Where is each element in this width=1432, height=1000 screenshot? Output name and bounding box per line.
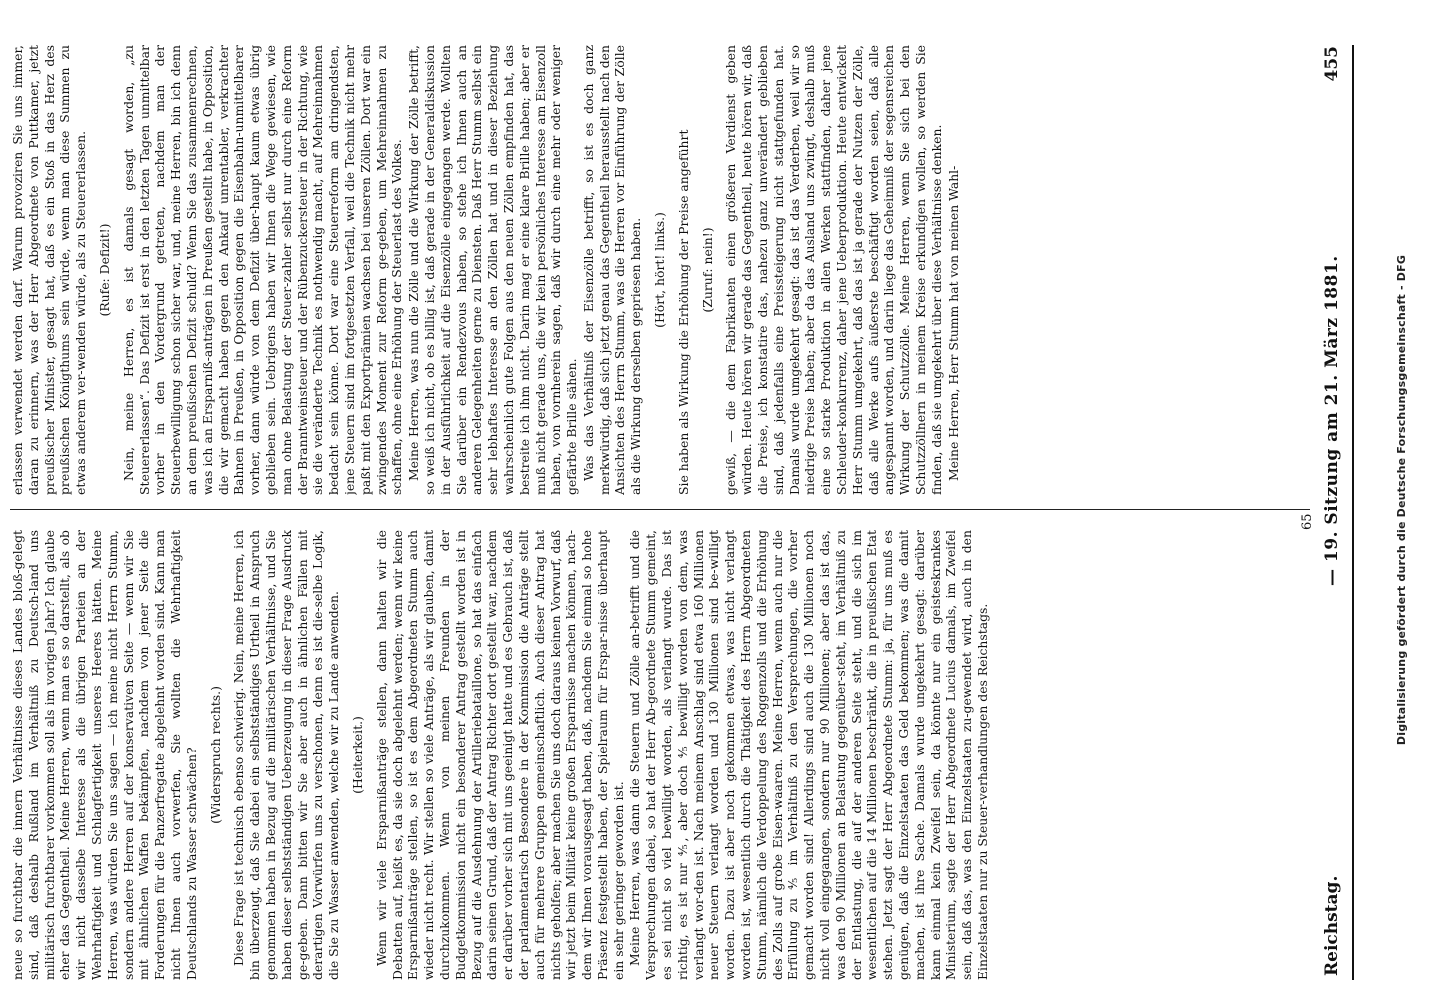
interjection: (Heiterkeit.)	[349, 716, 365, 794]
paragraph: neue so furchtbar die innern Verhältnisse dieses Landes bloß-gelegt sind, daß deshalb Rußland im Verhältniß zu Deutsch-land uns militärisch furchtbarer vorkommen soll als im vorigen Jahr? Ich glaube eher das Gegentheil. Meine Herren, wenn man es so darstellt, als ob wir nicht dasselbe Interesse als die übrigen Parteien an der Wehrhaftigkeit und Schlagfertigkeit unseres Heeres hätten. Meine Herren, was würden Sie uns sagen — ich meine nicht Herrn Stumm, sondern andere Herren auf der konservativen Seite — wenn wir Sie mit ähnlichen Waffen bekämpfen, nachdem von jener Seite die Forderungen für die Panzerfregatte abgelehnt worden sind. Kann man nicht Ihnen auch vorwerfen, Sie wollten die Wehrhaftigkeit Deutschlands zu Wasser schwächen?	[10, 530, 199, 980]
paragraph: Diese Frage ist technisch ebenso schwierig. Nein, meine Herren, ich bin überzeugt, daß Sie dabei ein selbstständiges Urtheil in Anspruch genommen haben in Bezug auf die militärischen Verhältnisse, und Sie haben dieser selbstständigen Ueberzeugung in dieser Frage Ausdruck ge-geben. Dann bitten wir Sie aber auch in ähnlichen Fällen mit derartigen Vorwürfen uns zu verschonen, denn es ist die-selbe Logik, die Sie zu Wasser anwenden, welche wir zu Lande anwenden.	[231, 530, 342, 980]
left-column	[10, 530, 1310, 980]
header-title: — 19. Sitzung am 21. März 1881.	[1322, 255, 1342, 586]
page-number: 455	[1322, 46, 1342, 82]
paragraph: Meine Herren, was dann die Steuern und Zölle an-betrifft und die Versprechungen dabei, so hat der Herr Ab-geordnete Stumm gemeint, es sei nicht so viel bewilligt worden, als verlangt wurde. Das ist richtig, es ist nur ⅘, aber doch ⅘ bewilligt worden von dem, was verlangt wor-den ist. Nach meinem Anschlag sind etwa 160 Millionen neuer Steuern verlangt worden und 130 Millionen sind be-willigt worden. Dazu ist aber noch gekommen etwas, was nicht verlangt worden ist, wesentlich durch die Thätigkeit des Herrn Abgeordneten Stumm, nämlich die Verdoppelung des Roggenzolls und die Erhöhung des Zolls auf grobe Eisen-waaren. Meine Herren, wenn auch nur die Erfüllung zu ⅘ im Verhältniß zu den Versprechungen, die vorher gemacht worden sind! Allerdings sind auch die 130 Millionen noch nicht voll eingegangen, sondern nur 90 Millionen; aber das ist das, was den 90 Millionen an Belastung gegenüber-steht, im Verhältniß zu der Entlastung, die auf der anderen Seite steht, und die sich im wesentlichen auf die 14 Millionen beschränkt, die in preußischen Etat stehen. Jetzt sagt der Herr Abgeordnete Stumm: ja, für uns muß es genügen, daß die Einzelstaaten das Geld bekommen; was die damit machen, ist ihre Sache. Damals wurde ungekehrt gesagt: darüber kann einmal kein Zweifel sein, da könnte nur ein geisteskrankes Ministerium, sagte der Herr Abgeordnete Lucius damals, im Zweifel sein, daß das, was den Einzelstaaten zu-gewendet wird, auch in den Einzelstaaten nur zu Steuer-verhandlungen des Reichstags.	[627, 530, 991, 980]
interjection: (Hört, hört! links.)	[652, 212, 668, 328]
column-divider	[10, 509, 1310, 510]
digitization-stamp: Digitalisierung gefördert durch die Deutsche Forschungsgemeinschaft - DFG	[1395, 254, 1408, 746]
paragraph: gewiß, — die dem Fabrikanten einen größeren Verdienst geben würden. Heute hören wir gerade das Gegentheil, heute hören wir, daß die Preise, ich konstatire das, nahezu ganz unverändert geblieben sind, daß jedenfalls eine Preissteigerung nicht stattgefunden hat. Damals wurde umgekehrt gesagt: das ist das Verderben, weil wir so niedrige Preise haben; aber da das Ausland uns zwingt, deshalb muß eine so starke Produktion in allen Werken stattfinden, daher jene Schleuder-konkurrenz, daher jene Ueberproduktion. Heute entwickelt Herr Stumm umgekehrt, daß das ist ja gerade der Nutzen der Zölle, daß alle Werke aufs äußerste beschäftigt worden seien, daß alle angespannt worden, und darin liege das Geheimniß der segensreichen Wirkung der Schutzzölle. Meine Herren, wenn Sie sich bei den Schutzzöllnern in meinem Kreise erkundigen wollen, so werden Sie finden, daß sie umgekehrt über diese Verhältnisse denken.	[723, 45, 944, 495]
right-column	[10, 45, 1310, 495]
interjection: (Widerspruch rechts.)	[207, 686, 223, 824]
paragraph: Meine Herren, Herr Stumm hat von meinen Wahl-	[945, 165, 961, 481]
paragraph: erlassen verwendet werden darf. Warum provoziren Sie uns immer, daran zu erinnern, was der Herr Abgeordnete von Puttkamer, jetzt preußischer Minister, gesagt hat, daß es ein Stoß in das Herz des preußischen Königthums sein würde, wenn man diese Summen zu etwas anderem ver-wenden würde, als zu Steuererlassen.	[10, 45, 89, 495]
paragraph: Sie haben als Wirkung die Erhöhung der Preise angeführt	[675, 129, 691, 495]
paragraph: Nein, meine Herren, es ist damals gesagt worden, „zu Steuererlassen“. Das Defizit ist erst in den letzten Tagen unmittelbar vorher in den Vordergrund getreten, nachdem man der Steuerbewilligung schon sicher war, und, meine Herren, bin ich denn an dem preußischen Defizit schuld? Wenn Sie das zusammenrechnen, was ich an Ersparniß-anträgen in Preußen gestellt habe, in Opposition, die wir gemacht haben gegen den Ankauf unrentabler, verkrachter Bahnen in Preußen, in Opposition gegen die Eisenbahn-unmittelbarer vorher, dann würde von dem Defizit über-haupt kaum etwas übrig geblieben sein. Uebrigens haben wir Ihnen die Wege gewiesen, wie man ohne Belastung der Steuer-zahler selbst nur durch eine Reform der Branntweinsteuer und der Rübenzuckersteuer in der Richtung, wie sie die veränderte Technik es nothwendig macht, auf Mehreinnahmen bedacht sein könne. Dort war eine Steuerreform am dringendsten, jene Steuern sind im fortgesetzten Verfall, weil die Technik nicht mehr paßt mit den Exportprämien wachsen bei unseren Zöllen. Dort war ein zwingendes Moment zur Reform ge-geben, um Mehreinnahmen zu schaffen, ohne eine Erhöhung der Steuerlast des Volkes.	[120, 45, 405, 495]
header-rule	[1352, 45, 1354, 980]
interjection: (Rufe: Defizit!)	[96, 223, 112, 317]
sheet-number: 65	[1300, 513, 1315, 530]
header-left: Reichstag.	[1322, 875, 1342, 976]
paragraph: Meine Herren, was nun die Zölle und die Wirkung der Zölle betrifft, so weiß ich nicht, ob es billig ist, daß gerade in der Generaldiskussion in der Ausführlichkeit auf die Eisenzölle eingegangen werde. Wollten Sie darüber ein Rendezvous haben, so stehe ich Ihnen auch an anderen Gelegenheiten gerne zu Diensten. Daß Herr Stumm selbst ein sehr lebhaftes Interesse an den Zöllen hat und in dieser Beziehung wahrscheinlich gute Folgen aus den neuen Zöllen empfinden hat, das bestreite ich ihm nicht. Darin mag er eine klare Brille haben; aber er muß nicht gerade uns, die wir kein persönliches Interesse am Eisenzoll haben, von vornherein sagen, daß wir durch eine mehr oder weniger gefärbte Brille sähen.	[406, 45, 580, 495]
running-header	[1318, 46, 1348, 976]
interjection: (Zuruf: nein!)	[699, 227, 715, 313]
paragraph: Wenn wir viele Ersparnißanträge stellen, dann halten wir die Debatten auf, heißt es, da sie doch abgelehnt werden; wenn wir keine Ersparnißanträge stellen, so ist es dem Abgeordneten Stumm auch wieder nicht recht. Wir stellen so viele Anträge, als wir glauben, damit durchzukommen. Wenn von meinen Freunden in der Budgetkommission nicht ein besonderer Antrag gestellt worden ist in Bezug auf die Ausdehnung der Artilleriebataillone, so hat das einfach darin seinen Grund, daß der Antrag Richter dort gestellt war, nachdem er darüber vorher sich mit uns geeinigt hatte und es Gebrauch ist, daß der parlamentarisch Besondere in der Kommission die Anträge stellt auch für mehrere Gruppen gemeinschaftlich. Auch dieser Antrag hat nichts geholfen; aber machen Sie uns doch daraus keinen Vorwurf, daß wir jetzt beim Militär keine großen Ersparnisse machen können, nach-dem wir Ihnen vorausgesagt haben, daß, nachdem Sie einmal so hohe Präsenz festgestellt haben, der Spielraum für Erspar-nisse überhaupt ein sehr geringer geworden ist.	[373, 530, 626, 980]
paragraph: Was das Verhältniß der Eisenzölle betrifft, so ist es doch ganz merkwürdig, daß sich jetzt genau das Gegentheil herausstellt nach den Ansichten des Herrn Stumm, was die Herren vor Einführung der Zölle als die Wirkung derselben gepriesen haben.	[580, 45, 644, 495]
